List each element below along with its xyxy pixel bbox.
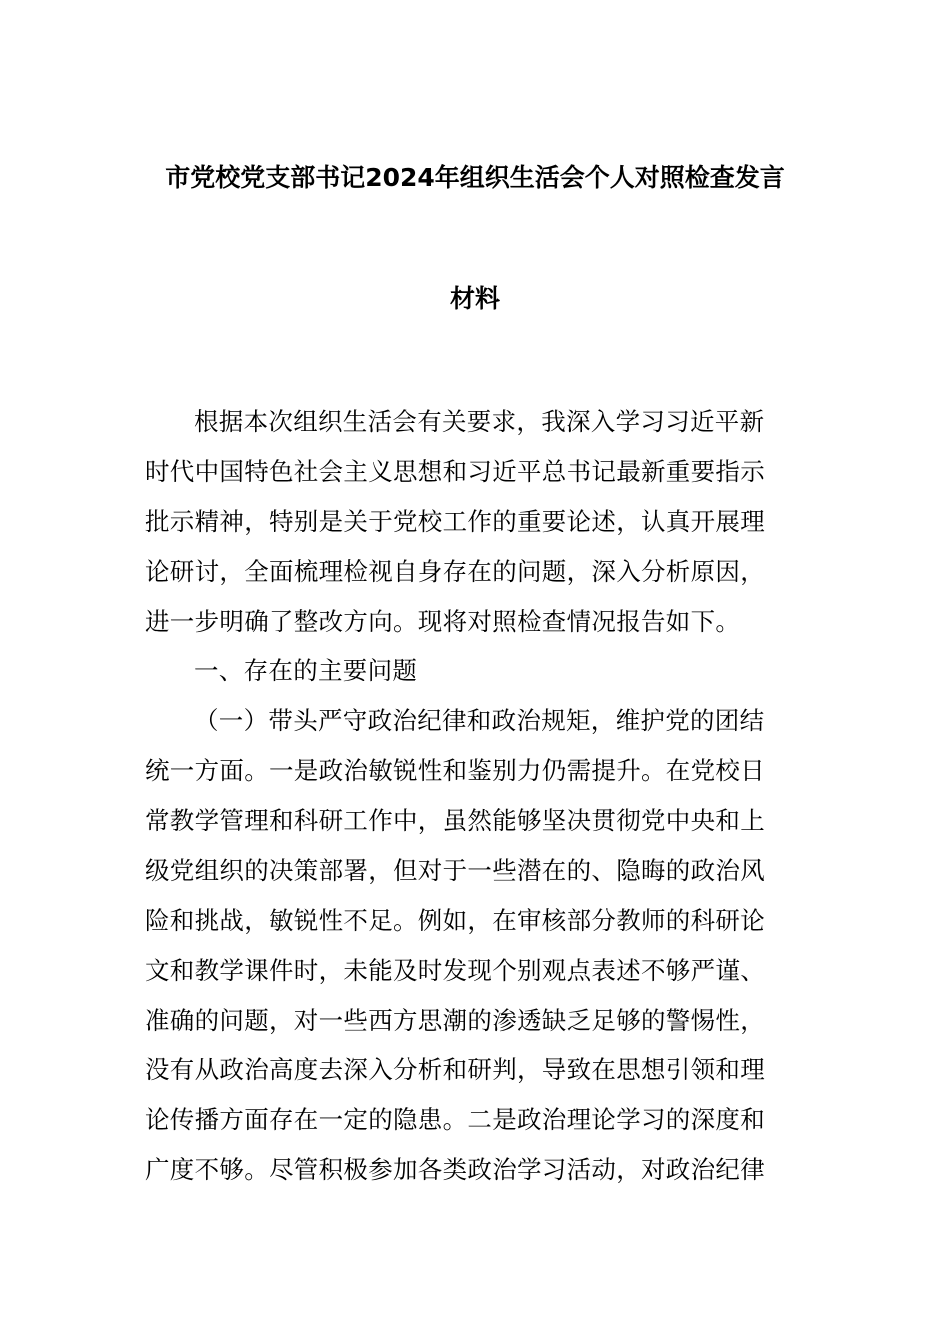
paragraph-line: 统一方面。一是政治敏锐性和鉴别力仍需提升。在党校日 bbox=[145, 756, 765, 785]
paragraph-line: 文和教学课件时，未能及时发现个别观点表述不够严谨、 bbox=[145, 956, 765, 985]
paragraph-line: 没有从政治高度去深入分析和研判，导致在思想引领和理 bbox=[145, 1055, 765, 1084]
subsection-heading-line: （一）带头严守政治纪律和政治规矩，维护党的团结 bbox=[194, 706, 765, 735]
document-title-line-1: 市党校党支部书记2024年组织生活会个人对照检查发言 bbox=[165, 163, 785, 192]
document-title-line-2: 材料 bbox=[449, 284, 500, 313]
paragraph-line: 进一步明确了整改方向。现将对照检查情况报告如下。 bbox=[145, 607, 741, 636]
paragraph-line: 级党组织的决策部署，但对于一些潜在的、隐晦的政治风 bbox=[145, 856, 765, 885]
paragraph-line: 广度不够。尽管积极参加各类政治学习活动，对政治纪律 bbox=[145, 1155, 765, 1184]
paragraph-line: 论传播方面存在一定的隐患。二是政治理论学习的深度和 bbox=[145, 1105, 765, 1134]
paragraph-line: 险和挑战，敏锐性不足。例如，在审核部分教师的科研论 bbox=[145, 906, 765, 935]
paragraph-line: 常教学管理和科研工作中，虽然能够坚决贯彻党中央和上 bbox=[145, 806, 765, 835]
paragraph-line: 论研讨，全面梳理检视自身存在的问题，深入分析原因， bbox=[145, 557, 765, 586]
paragraph-line: 准确的问题，对一些西方思潮的渗透缺乏足够的警惕性， bbox=[145, 1006, 765, 1035]
paragraph-line: 时代中国特色社会主义思想和习近平总书记最新重要指示 bbox=[145, 457, 765, 486]
section-heading: 一、存在的主要问题 bbox=[194, 656, 418, 685]
paragraph-line: 批示精神，特别是关于党校工作的重要论述，认真开展理 bbox=[145, 507, 765, 536]
paragraph-line: 根据本次组织生活会有关要求，我深入学习习近平新 bbox=[194, 407, 765, 436]
